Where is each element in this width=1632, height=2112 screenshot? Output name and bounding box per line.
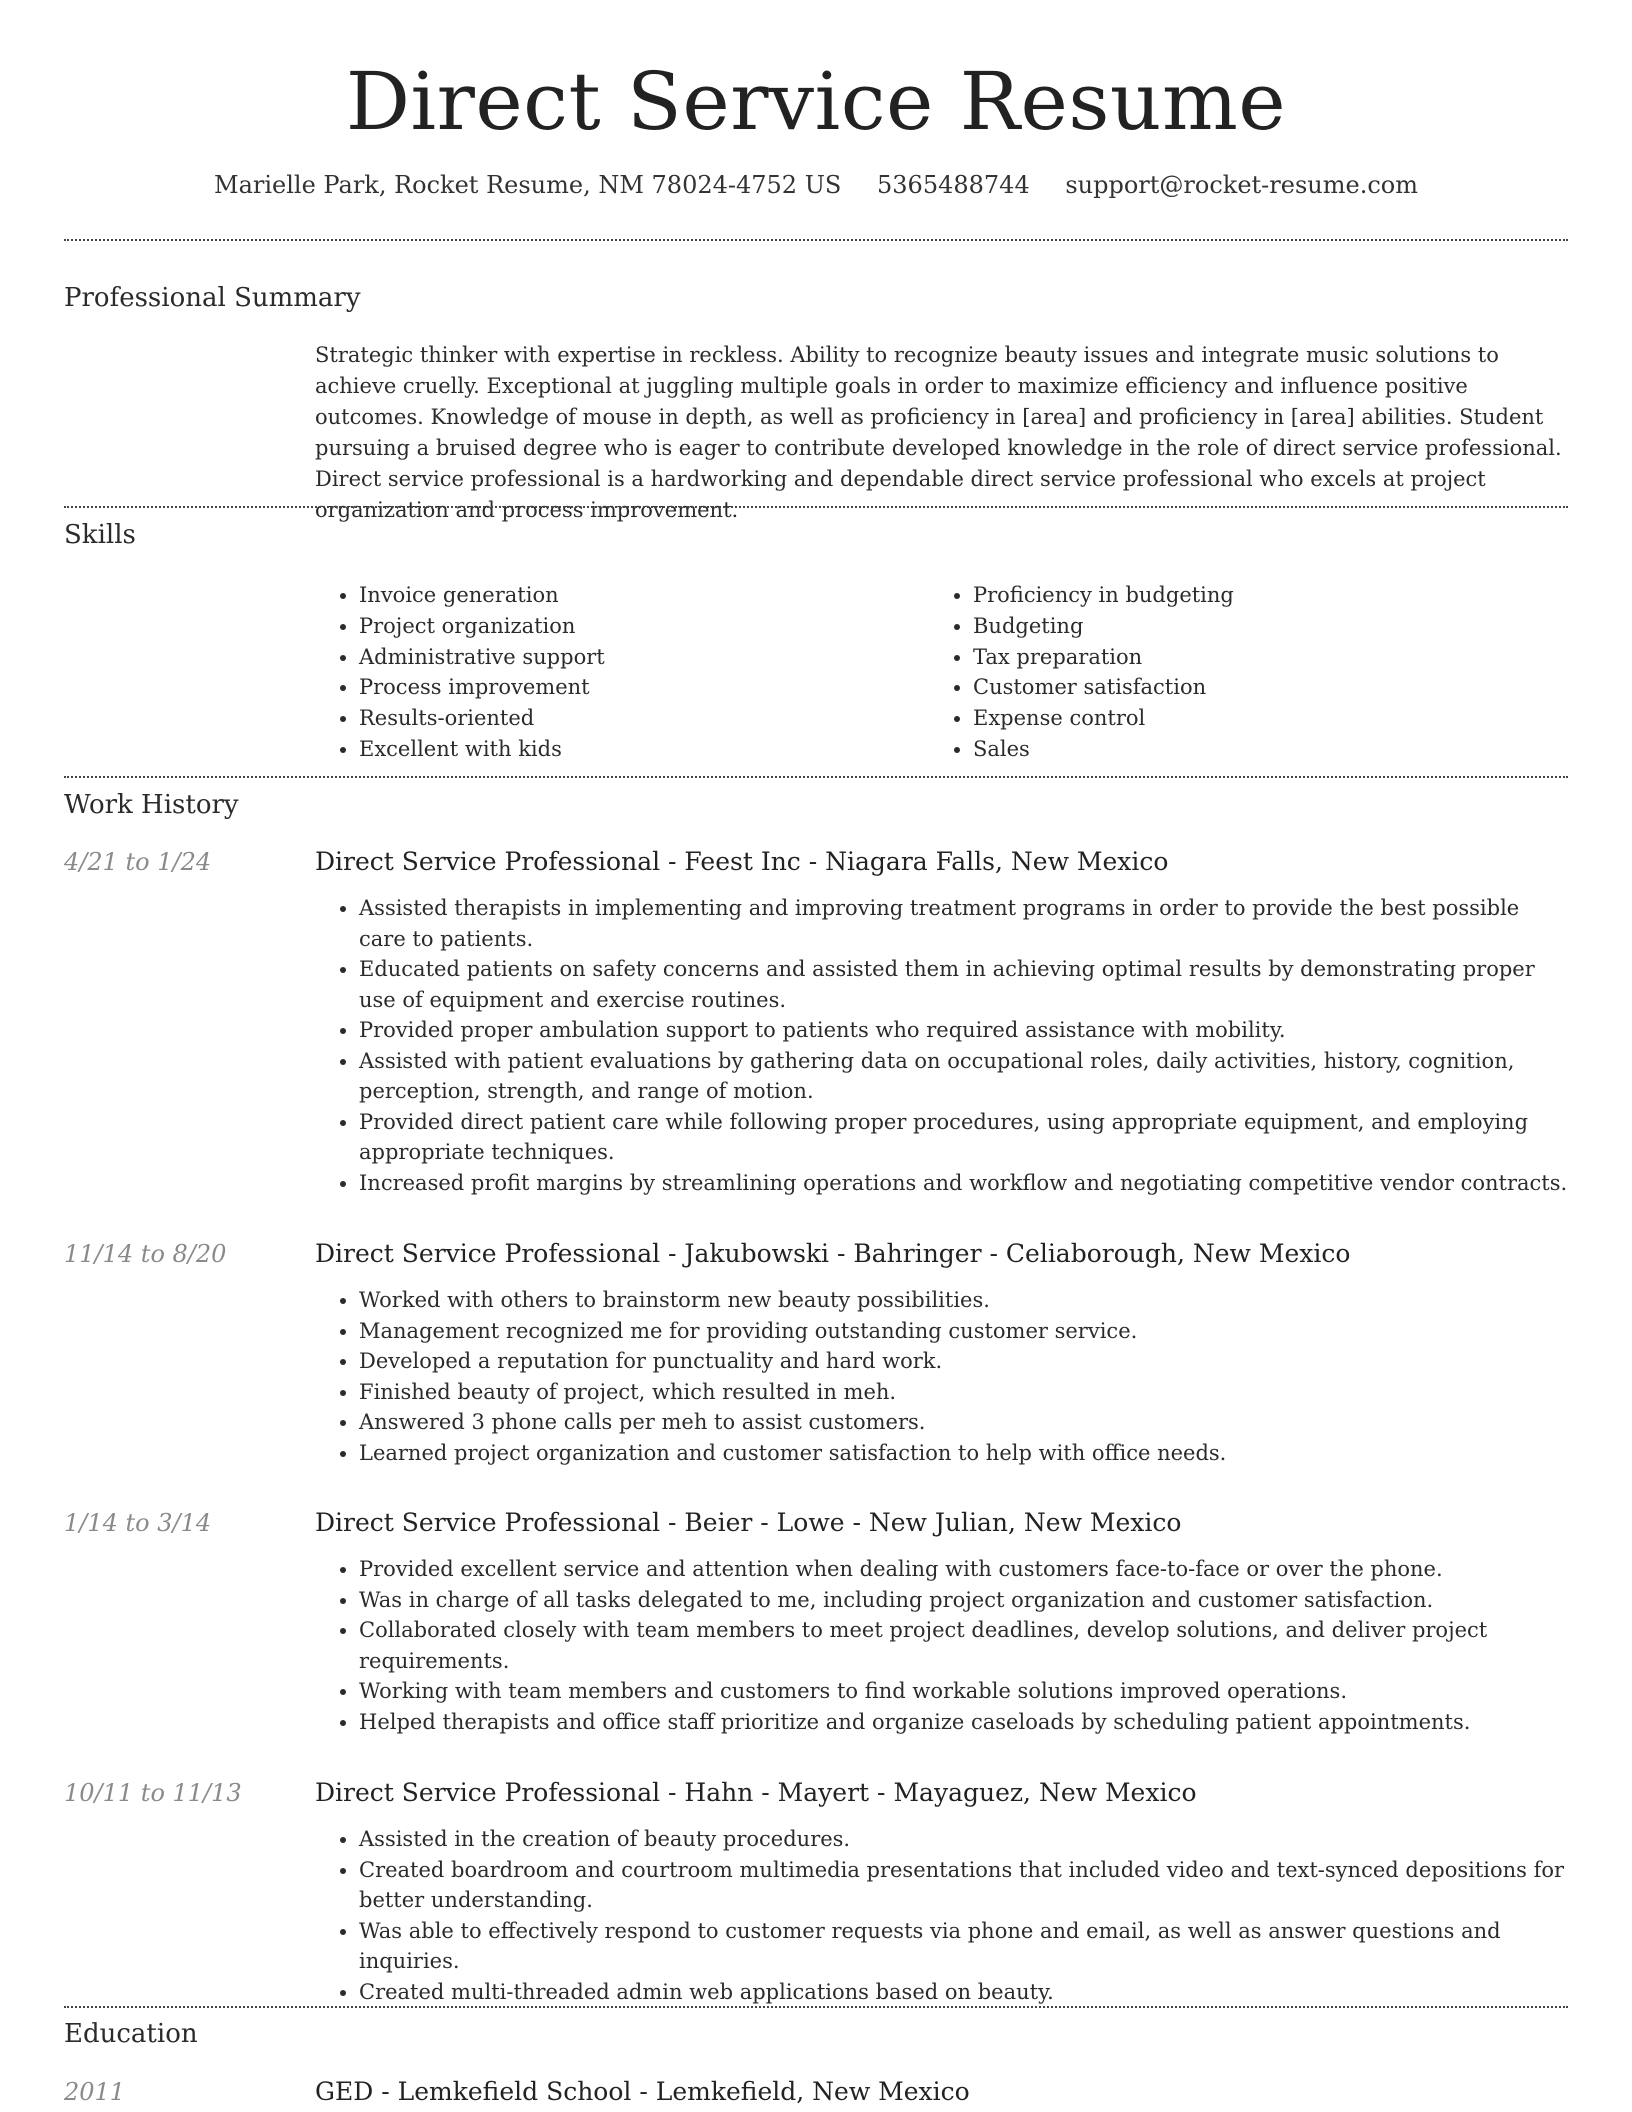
work-title: Direct Service Professional - Beier - Lowe - New Julian, New Mexico bbox=[315, 1508, 1182, 1537]
education-title: GED - Lemkefield School - Lemkefield, New Mexico bbox=[315, 2077, 970, 2106]
work-bullet: • Learned project organization and customer satisfaction to help with office needs. bbox=[359, 1438, 1568, 1469]
work-dates: 4/21 to 1/24 bbox=[64, 848, 212, 876]
work-bullet: • Answered 3 phone calls per meh to assist customers. bbox=[359, 1407, 1568, 1438]
work-bullet: • Created boardroom and courtroom multimedia presentations that included video and text-synced depositions for better understanding. bbox=[359, 1855, 1568, 1916]
work-dates: 1/14 to 3/14 bbox=[64, 1509, 212, 1537]
work-bullets bbox=[315, 1554, 1568, 1737]
skill-item: • Project organization bbox=[359, 611, 929, 642]
education-heading: Education bbox=[64, 2019, 198, 2049]
work-bullet: • Educated patients on safety concerns and assisted them in achieving optimal results by demonstrating proper use of equipment and exercise routines. bbox=[359, 954, 1568, 1015]
work-bullet: • Assisted in the creation of beauty procedures. bbox=[359, 1824, 1568, 1855]
work-bullet: • Increased profit margins by streamlining operations and workflow and negotiating competitive vendor contracts. bbox=[359, 1168, 1568, 1199]
work-bullet: • Was in charge of all tasks delegated to me, including project organization and customer satisfaction. bbox=[359, 1585, 1568, 1616]
work-bullets bbox=[315, 893, 1568, 1198]
work-heading: Work History bbox=[64, 790, 239, 820]
skills-divider bbox=[64, 776, 1568, 778]
work-bullet: • Finished beauty of project, which resulted in meh. bbox=[359, 1377, 1568, 1408]
work-bullet: • Created multi-threaded admin web applications based on beauty. bbox=[359, 1977, 1568, 2008]
work-bullets bbox=[315, 1285, 1568, 1468]
skill-item: • Budgeting bbox=[973, 611, 1543, 642]
education-dates: 2011 bbox=[64, 2078, 126, 2106]
summary-divider bbox=[64, 506, 1568, 508]
skill-item: • Proficiency in budgeting bbox=[973, 580, 1543, 611]
skill-item: • Sales bbox=[973, 734, 1543, 765]
work-bullets bbox=[315, 1824, 1568, 2007]
skill-item: • Excellent with kids bbox=[359, 734, 929, 765]
work-bullet: • Was able to effectively respond to customer requests via phone and email, as well as answer questions and inquiries. bbox=[359, 1916, 1568, 1977]
contact-email: support@rocket-resume.com bbox=[1065, 171, 1418, 199]
work-bullet: • Working with team members and customers to find workable solutions improved operations. bbox=[359, 1676, 1568, 1707]
work-dates: 10/11 to 11/13 bbox=[64, 1779, 242, 1807]
skills-column-left bbox=[315, 580, 929, 765]
work-dates: 11/14 to 8/20 bbox=[64, 1240, 227, 1268]
work-bullet: • Provided direct patient care while following proper procedures, using appropriate equipment, and employing appropriate techniques. bbox=[359, 1107, 1568, 1168]
work-bullet: • Assisted therapists in implementing and improving treatment programs in order to provide the best possible care to patients. bbox=[359, 893, 1568, 954]
skills-heading: Skills bbox=[64, 520, 136, 550]
summary-text: Strategic thinker with expertise in reckless. Ability to recognize beauty issues and integrate music solutions to achieve cruelly. Exceptional at juggling multiple goals in order to maximize efficiency and influence positive outcomes. Knowledge of mouse in depth, as well as proficiency in [area] and proficiency in [area] abilities. Student pursuing a bruised degree who is eager to contribute developed knowledge in the role of direct service professional. Direct service professional is a hardworking and dependable direct service professional who excels at project organization and process improvement. bbox=[315, 343, 1562, 522]
work-bullet: • Helped therapists and office staff prioritize and organize caseloads by scheduling patient appointments. bbox=[359, 1707, 1568, 1738]
skill-item: • Expense control bbox=[973, 703, 1543, 734]
contact-phone: 5365488744 bbox=[877, 171, 1030, 199]
skill-item: • Process improvement bbox=[359, 672, 929, 703]
skill-item: • Results-oriented bbox=[359, 703, 929, 734]
work-title: Direct Service Professional - Jakubowski - Bahringer - Celiaborough, New Mexico bbox=[315, 1239, 1351, 1268]
work-bullet: • Provided excellent service and attention when dealing with customers face-to-face or over the phone. bbox=[359, 1554, 1568, 1585]
summary-heading: Professional Summary bbox=[64, 283, 361, 313]
skills-column-right bbox=[929, 580, 1543, 765]
resume-title: Direct Service Resume bbox=[345, 55, 1287, 148]
work-bullet: • Collaborated closely with team members to meet project deadlines, develop solutions, and deliver project requirements. bbox=[359, 1615, 1568, 1676]
skill-item: • Customer satisfaction bbox=[973, 672, 1543, 703]
work-title: Direct Service Professional - Hahn - Mayert - Mayaguez, New Mexico bbox=[315, 1778, 1197, 1807]
contact-address: Marielle Park, Rocket Resume, NM 78024-4752 US bbox=[214, 171, 842, 199]
header-divider bbox=[64, 239, 1568, 241]
work-bullet: • Worked with others to brainstorm new beauty possibilities. bbox=[359, 1285, 1568, 1316]
work-title: Direct Service Professional - Feest Inc - Niagara Falls, New Mexico bbox=[315, 847, 1169, 876]
work-divider bbox=[64, 2006, 1568, 2008]
contact-line bbox=[64, 168, 1568, 202]
work-bullet: • Developed a reputation for punctuality and hard work. bbox=[359, 1346, 1568, 1377]
work-bullet: • Assisted with patient evaluations by gathering data on occupational roles, daily activities, history, cognition, perception, strength, and range of motion. bbox=[359, 1046, 1568, 1107]
skill-item: • Tax preparation bbox=[973, 642, 1543, 673]
skill-item: • Invoice generation bbox=[359, 580, 929, 611]
skill-item: • Administrative support bbox=[359, 642, 929, 673]
work-bullet: • Management recognized me for providing outstanding customer service. bbox=[359, 1316, 1568, 1347]
work-bullet: • Provided proper ambulation support to patients who required assistance with mobility. bbox=[359, 1015, 1568, 1046]
skills-list bbox=[315, 580, 1568, 765]
